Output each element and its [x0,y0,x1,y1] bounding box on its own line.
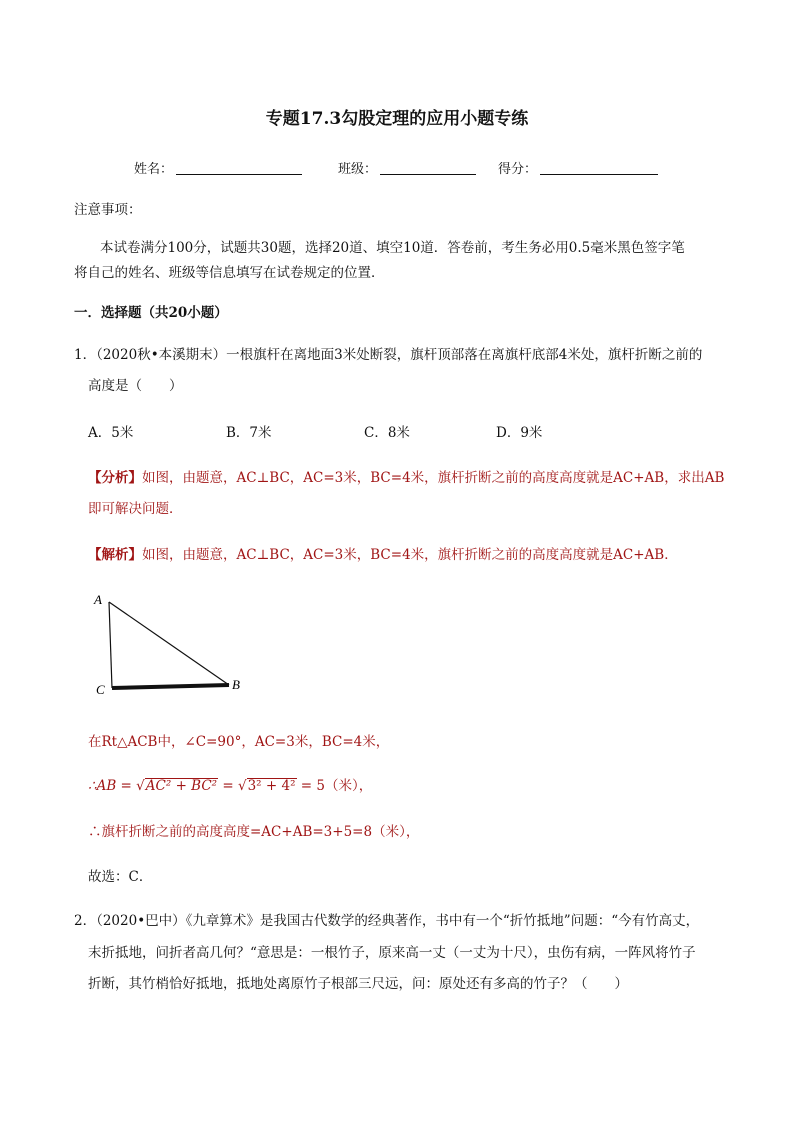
q1-stem-line-2: 高度是（ ） [88,378,183,394]
notice-line-2: 将自己的姓名、班级等信息填写在试卷规定的位置． [74,265,385,281]
section-heading: 一．选择题（共20小题） [74,305,228,321]
analysis-tag: 【分析】 [88,470,142,486]
step2-root-2: 3² + 4² [247,778,296,794]
solution-tag: 【解析】 [88,547,142,563]
class-field[interactable] [380,174,476,175]
side-ab [109,602,229,685]
q1-solution-line [88,543,678,563]
name-label: 姓名： [134,162,174,177]
analysis-text: 如图，由题意，AC⊥BC，AC=3米，BC=4米，旗杆折断之前的高度高度就是AC+AB，求出AB [142,470,725,486]
q1-step-3: ∴旗杆折断之前的高度高度=AC+AB=3+5=8（米）， [88,824,420,840]
q1-answer: 故选：C． [88,869,153,885]
score-label: 得分： [498,162,538,177]
side-cb [112,685,229,688]
notice-line-1: 本试卷满分100分，试题共30题，选择20道、填空10道．答卷前，考生务必用0.5毫米黑色签字笔 [100,240,685,256]
page-title: 专题17.3勾股定理的应用小题专练 [265,109,529,129]
notice-label: 注意事项： [74,202,142,218]
q1-option-d: D．9米 [496,425,543,441]
q1-option-c: C．8米 [364,425,410,441]
q2-stem-line-2: 末折抵地，问折者高几何？“意思是：一根竹子，原来高一丈（一丈为十尺），虫伤有病，一阵风将竹子 [88,945,696,961]
step2-equals: = [222,778,234,794]
q1-step-1: 在Rt△ACB中，∠C=90°，AC=3米，BC=4米， [88,734,390,750]
vertex-c-label: C [96,682,105,697]
q1-analysis-line-2: 即可解决问题． [88,501,183,517]
q1-step-2: ∴AB = √AC² + BC² = √3² + 4² = 5（米）， [88,778,373,794]
vertex-a-label: A [94,592,102,607]
q1-stem-line-1: 1．（2020秋•本溪期末）一根旗杆在离地面3米处断裂，旗杆顶部落在离旗杆底部4米处，旗杆折断之前的 [74,347,703,363]
q1-option-b: B．7米 [226,425,272,441]
solution-text: 如图，由题意，AC⊥BC，AC=3米，BC=4米，旗杆折断之前的高度高度就是AC+AB． [142,547,678,563]
q1-analysis-line-1 [88,466,724,486]
q1-option-a: A．5米 [88,425,134,441]
side-ac [109,602,112,688]
step2-prefix: ∴AB = [88,778,132,794]
q2-stem-line-1: 2．（2020•巴中）《九章算术》是我国古代数学的经典著作，书中有一个“折竹抵地”问题：“今有竹高丈， [74,913,700,929]
score-field[interactable] [540,174,658,175]
triangle-figure [86,588,256,700]
step2-root-1: AC² + BC² [145,778,218,794]
q2-stem-line-3: 折断，其竹梢恰好抵地，抵地处离原竹子根部三尺远，问：原处还有多高的竹子？（ ） [88,976,628,992]
class-label: 班级： [338,162,378,177]
step2-suffix: = 5（米）， [300,778,373,794]
vertex-b-label: B [232,677,240,692]
name-field[interactable] [176,174,302,175]
